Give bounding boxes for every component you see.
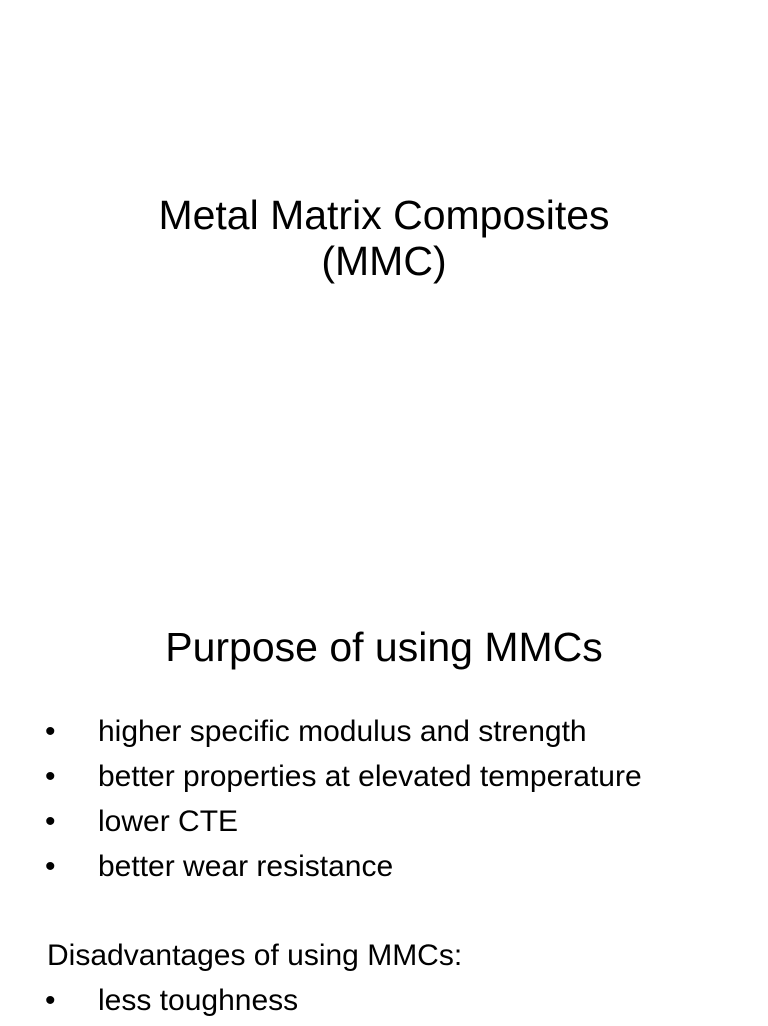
title-line-2: (MMC) [321, 238, 447, 284]
list-item-text: less toughness [98, 984, 299, 1017]
disadvantages-list [0, 981, 768, 1026]
list-item-text: higher specific modulus and strength [98, 715, 587, 748]
bullet-icon: • [45, 984, 56, 1017]
list-item [0, 802, 768, 847]
bullet-icon: • [45, 805, 56, 838]
list-item [0, 757, 768, 802]
list-item-text: lower CTE [98, 805, 239, 838]
list-item-text: better properties at elevated temperature [98, 760, 642, 793]
slide-2-title: Purpose of using MMCs [165, 624, 603, 670]
disadvantages-heading: Disadvantages of using MMCs: [47, 939, 463, 972]
slide-1-title [0, 192, 768, 284]
bullet-icon: • [45, 715, 56, 748]
advantages-list [0, 712, 768, 892]
bullet-icon: • [45, 850, 56, 883]
list-item [0, 847, 768, 892]
list-item [0, 981, 768, 1026]
list-item-text: better wear resistance [98, 850, 394, 883]
list-item [0, 712, 768, 757]
title-line-1: Metal Matrix Composites [158, 192, 610, 238]
bullet-icon: • [45, 760, 56, 793]
